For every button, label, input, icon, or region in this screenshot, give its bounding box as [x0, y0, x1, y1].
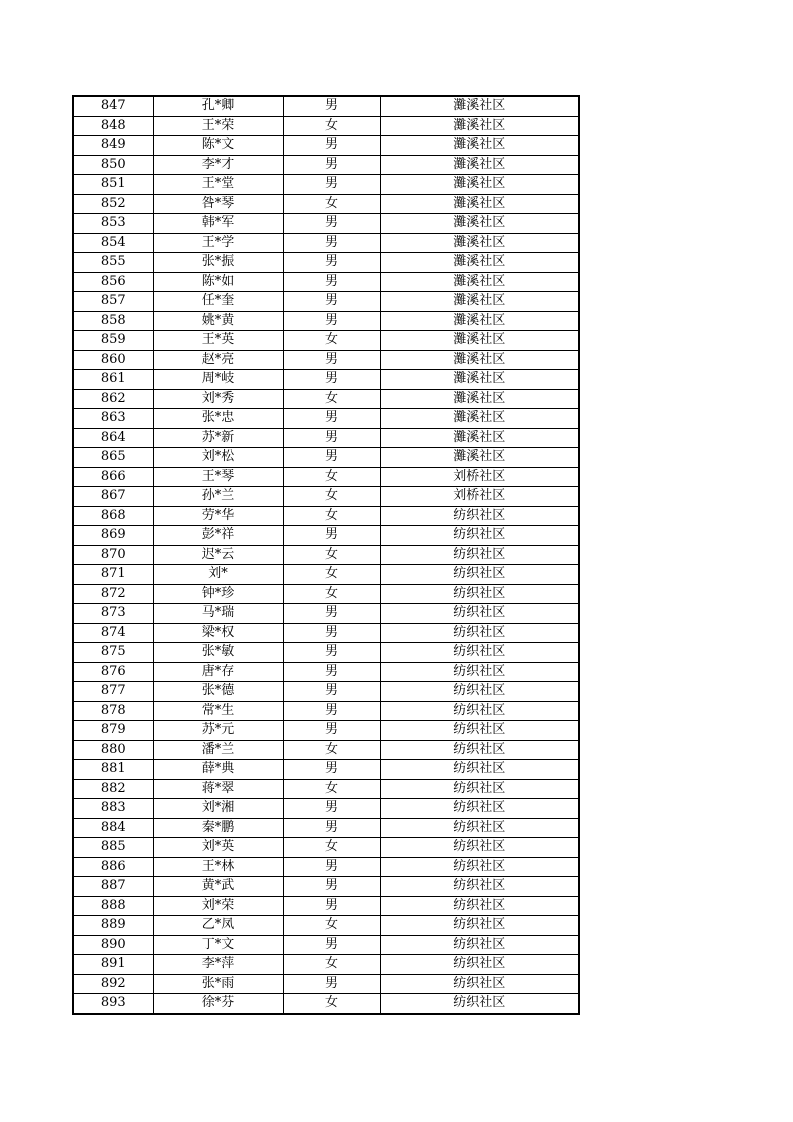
name-cell: 钟*珍: [153, 584, 283, 604]
name-cell: 咎*琴: [153, 194, 283, 214]
community-cell: 纺织社区: [380, 604, 579, 624]
table-row: [73, 487, 579, 507]
row-number-cell: 893: [73, 994, 153, 1014]
row-number-cell: 847: [73, 96, 153, 116]
community-cell: 纺织社区: [380, 623, 579, 643]
row-number-cell: 852: [73, 194, 153, 214]
gender-cell: 男: [283, 682, 380, 702]
row-number-cell: 850: [73, 155, 153, 175]
table-row: [73, 214, 579, 234]
gender-cell: 男: [283, 214, 380, 234]
gender-cell: 男: [283, 818, 380, 838]
table-row: [73, 740, 579, 760]
gender-cell: 男: [283, 350, 380, 370]
community-cell: 刘桥社区: [380, 487, 579, 507]
community-cell: 纺织社区: [380, 760, 579, 780]
roster-table-body: [73, 96, 579, 1014]
table-row: [73, 623, 579, 643]
row-number-cell: 867: [73, 487, 153, 507]
gender-cell: 男: [283, 175, 380, 195]
gender-cell: 男: [283, 760, 380, 780]
name-cell: 周*岐: [153, 370, 283, 390]
table-row: [73, 467, 579, 487]
gender-cell: 男: [283, 896, 380, 916]
table-row: [73, 175, 579, 195]
community-cell: 纺织社区: [380, 643, 579, 663]
row-number-cell: 892: [73, 974, 153, 994]
table-row: [73, 253, 579, 273]
community-cell: 纺织社区: [380, 955, 579, 975]
row-number-cell: 865: [73, 448, 153, 468]
community-cell: 灘溪社区: [380, 428, 579, 448]
table-row: [73, 857, 579, 877]
table-row: [73, 799, 579, 819]
table-row: [73, 662, 579, 682]
row-number-cell: 863: [73, 409, 153, 429]
gender-cell: 男: [283, 155, 380, 175]
table-row: [73, 994, 579, 1014]
gender-cell: 男: [283, 604, 380, 624]
community-cell: 纺织社区: [380, 701, 579, 721]
row-number-cell: 876: [73, 662, 153, 682]
community-cell: 灘溪社区: [380, 448, 579, 468]
gender-cell: 女: [283, 194, 380, 214]
community-cell: 纺织社区: [380, 526, 579, 546]
table-row: [73, 233, 579, 253]
community-cell: 灘溪社区: [380, 350, 579, 370]
row-number-cell: 862: [73, 389, 153, 409]
table-row: [73, 506, 579, 526]
gender-cell: 男: [283, 292, 380, 312]
gender-cell: 女: [283, 545, 380, 565]
table-row: [73, 448, 579, 468]
gender-cell: 女: [283, 487, 380, 507]
name-cell: 王*荣: [153, 116, 283, 136]
community-cell: 纺织社区: [380, 682, 579, 702]
gender-cell: 男: [283, 96, 380, 116]
table-row: [73, 604, 579, 624]
row-number-cell: 859: [73, 331, 153, 351]
name-cell: 刘*湘: [153, 799, 283, 819]
table-row: [73, 955, 579, 975]
row-number-cell: 851: [73, 175, 153, 195]
gender-cell: 女: [283, 916, 380, 936]
row-number-cell: 884: [73, 818, 153, 838]
name-cell: 劳*华: [153, 506, 283, 526]
community-cell: 刘桥社区: [380, 467, 579, 487]
gender-cell: 男: [283, 253, 380, 273]
name-cell: 李*萍: [153, 955, 283, 975]
community-cell: 纺织社区: [380, 545, 579, 565]
community-cell: 灘溪社区: [380, 194, 579, 214]
name-cell: 迟*云: [153, 545, 283, 565]
name-cell: 秦*鹏: [153, 818, 283, 838]
community-cell: 纺织社区: [380, 721, 579, 741]
row-number-cell: 869: [73, 526, 153, 546]
community-cell: 纺织社区: [380, 779, 579, 799]
row-number-cell: 883: [73, 799, 153, 819]
row-number-cell: 861: [73, 370, 153, 390]
row-number-cell: 872: [73, 584, 153, 604]
community-cell: 纺织社区: [380, 584, 579, 604]
gender-cell: 女: [283, 331, 380, 351]
name-cell: 王*英: [153, 331, 283, 351]
row-number-cell: 848: [73, 116, 153, 136]
community-cell: 纺织社区: [380, 857, 579, 877]
row-number-cell: 870: [73, 545, 153, 565]
community-cell: 灘溪社区: [380, 214, 579, 234]
name-cell: 苏*元: [153, 721, 283, 741]
roster-table: [72, 95, 580, 1015]
name-cell: 韩*军: [153, 214, 283, 234]
community-cell: 灘溪社区: [380, 409, 579, 429]
table-row: [73, 779, 579, 799]
row-number-cell: 866: [73, 467, 153, 487]
table-row: [73, 409, 579, 429]
community-cell: 纺织社区: [380, 994, 579, 1014]
name-cell: 陈*文: [153, 136, 283, 156]
table-row: [73, 721, 579, 741]
community-cell: 灘溪社区: [380, 175, 579, 195]
community-cell: 灘溪社区: [380, 96, 579, 116]
name-cell: 乙*凤: [153, 916, 283, 936]
community-cell: 灘溪社区: [380, 116, 579, 136]
table-row: [73, 331, 579, 351]
community-cell: 灘溪社区: [380, 389, 579, 409]
gender-cell: 女: [283, 779, 380, 799]
name-cell: 薛*典: [153, 760, 283, 780]
row-number-cell: 889: [73, 916, 153, 936]
gender-cell: 男: [283, 448, 380, 468]
table-row: [73, 292, 579, 312]
name-cell: 李*才: [153, 155, 283, 175]
community-cell: 灘溪社区: [380, 311, 579, 331]
name-cell: 潘*兰: [153, 740, 283, 760]
name-cell: 孙*兰: [153, 487, 283, 507]
table-row: [73, 584, 579, 604]
community-cell: 灘溪社区: [380, 253, 579, 273]
community-cell: 灘溪社区: [380, 233, 579, 253]
row-number-cell: 856: [73, 272, 153, 292]
name-cell: 丁*文: [153, 935, 283, 955]
table-row: [73, 545, 579, 565]
name-cell: 孔*卿: [153, 96, 283, 116]
gender-cell: 男: [283, 935, 380, 955]
gender-cell: 女: [283, 584, 380, 604]
gender-cell: 女: [283, 506, 380, 526]
table-row: [73, 838, 579, 858]
row-number-cell: 860: [73, 350, 153, 370]
row-number-cell: 877: [73, 682, 153, 702]
name-cell: 张*忠: [153, 409, 283, 429]
row-number-cell: 891: [73, 955, 153, 975]
name-cell: 张*振: [153, 253, 283, 273]
gender-cell: 男: [283, 643, 380, 663]
name-cell: 王*堂: [153, 175, 283, 195]
row-number-cell: 854: [73, 233, 153, 253]
table-row: [73, 272, 579, 292]
table-row: [73, 896, 579, 916]
table-row: [73, 136, 579, 156]
gender-cell: 女: [283, 955, 380, 975]
table-row: [73, 526, 579, 546]
gender-cell: 男: [283, 370, 380, 390]
community-cell: 灘溪社区: [380, 370, 579, 390]
table-row: [73, 974, 579, 994]
community-cell: 灘溪社区: [380, 272, 579, 292]
gender-cell: 女: [283, 116, 380, 136]
name-cell: 王*学: [153, 233, 283, 253]
community-cell: 纺织社区: [380, 877, 579, 897]
name-cell: 刘*秀: [153, 389, 283, 409]
name-cell: 马*瑞: [153, 604, 283, 624]
name-cell: 张*敏: [153, 643, 283, 663]
gender-cell: 男: [283, 136, 380, 156]
name-cell: 任*奎: [153, 292, 283, 312]
community-cell: 纺织社区: [380, 565, 579, 585]
table-row: [73, 643, 579, 663]
community-cell: 灘溪社区: [380, 155, 579, 175]
table-row: [73, 818, 579, 838]
row-number-cell: 885: [73, 838, 153, 858]
name-cell: 刘*: [153, 565, 283, 585]
gender-cell: 女: [283, 740, 380, 760]
gender-cell: 男: [283, 409, 380, 429]
row-number-cell: 868: [73, 506, 153, 526]
gender-cell: 女: [283, 994, 380, 1014]
row-number-cell: 871: [73, 565, 153, 585]
name-cell: 唐*存: [153, 662, 283, 682]
gender-cell: 男: [283, 877, 380, 897]
name-cell: 常*生: [153, 701, 283, 721]
name-cell: 梁*权: [153, 623, 283, 643]
table-row: [73, 389, 579, 409]
table-row: [73, 935, 579, 955]
row-number-cell: 881: [73, 760, 153, 780]
table-row: [73, 682, 579, 702]
gender-cell: 男: [283, 857, 380, 877]
gender-cell: 男: [283, 272, 380, 292]
row-number-cell: 875: [73, 643, 153, 663]
name-cell: 徐*芬: [153, 994, 283, 1014]
table-row: [73, 350, 579, 370]
row-number-cell: 879: [73, 721, 153, 741]
gender-cell: 男: [283, 526, 380, 546]
community-cell: 纺织社区: [380, 799, 579, 819]
gender-cell: 男: [283, 233, 380, 253]
name-cell: 刘*松: [153, 448, 283, 468]
name-cell: 蒋*翠: [153, 779, 283, 799]
name-cell: 张*雨: [153, 974, 283, 994]
row-number-cell: 873: [73, 604, 153, 624]
community-cell: 纺织社区: [380, 916, 579, 936]
community-cell: 纺织社区: [380, 506, 579, 526]
community-cell: 纺织社区: [380, 935, 579, 955]
gender-cell: 女: [283, 389, 380, 409]
name-cell: 刘*英: [153, 838, 283, 858]
gender-cell: 男: [283, 311, 380, 331]
table-row: [73, 116, 579, 136]
table-row: [73, 701, 579, 721]
row-number-cell: 858: [73, 311, 153, 331]
community-cell: 纺织社区: [380, 662, 579, 682]
table-row: [73, 155, 579, 175]
table-row: [73, 760, 579, 780]
name-cell: 陈*如: [153, 272, 283, 292]
gender-cell: 女: [283, 467, 380, 487]
community-cell: 灘溪社区: [380, 292, 579, 312]
gender-cell: 男: [283, 799, 380, 819]
row-number-cell: 849: [73, 136, 153, 156]
row-number-cell: 887: [73, 877, 153, 897]
table-row: [73, 96, 579, 116]
row-number-cell: 853: [73, 214, 153, 234]
gender-cell: 男: [283, 974, 380, 994]
table-row: [73, 370, 579, 390]
name-cell: 王*琴: [153, 467, 283, 487]
table-row: [73, 877, 579, 897]
gender-cell: 男: [283, 662, 380, 682]
gender-cell: 女: [283, 565, 380, 585]
name-cell: 张*德: [153, 682, 283, 702]
name-cell: 赵*亮: [153, 350, 283, 370]
name-cell: 苏*新: [153, 428, 283, 448]
row-number-cell: 874: [73, 623, 153, 643]
row-number-cell: 855: [73, 253, 153, 273]
row-number-cell: 878: [73, 701, 153, 721]
gender-cell: 男: [283, 623, 380, 643]
table-row: [73, 311, 579, 331]
community-cell: 灘溪社区: [380, 136, 579, 156]
community-cell: 纺织社区: [380, 838, 579, 858]
row-number-cell: 864: [73, 428, 153, 448]
row-number-cell: 882: [73, 779, 153, 799]
table-row: [73, 916, 579, 936]
gender-cell: 男: [283, 428, 380, 448]
community-cell: 纺织社区: [380, 974, 579, 994]
community-cell: 纺织社区: [380, 818, 579, 838]
gender-cell: 女: [283, 838, 380, 858]
community-cell: 灘溪社区: [380, 331, 579, 351]
name-cell: 刘*荣: [153, 896, 283, 916]
name-cell: 王*林: [153, 857, 283, 877]
community-cell: 纺织社区: [380, 896, 579, 916]
name-cell: 彭*祥: [153, 526, 283, 546]
gender-cell: 男: [283, 721, 380, 741]
row-number-cell: 880: [73, 740, 153, 760]
name-cell: 黄*武: [153, 877, 283, 897]
name-cell: 姚*黄: [153, 311, 283, 331]
row-number-cell: 886: [73, 857, 153, 877]
row-number-cell: 890: [73, 935, 153, 955]
community-cell: 纺织社区: [380, 740, 579, 760]
table-row: [73, 428, 579, 448]
row-number-cell: 857: [73, 292, 153, 312]
row-number-cell: 888: [73, 896, 153, 916]
table-row: [73, 565, 579, 585]
table-row: [73, 194, 579, 214]
gender-cell: 男: [283, 701, 380, 721]
